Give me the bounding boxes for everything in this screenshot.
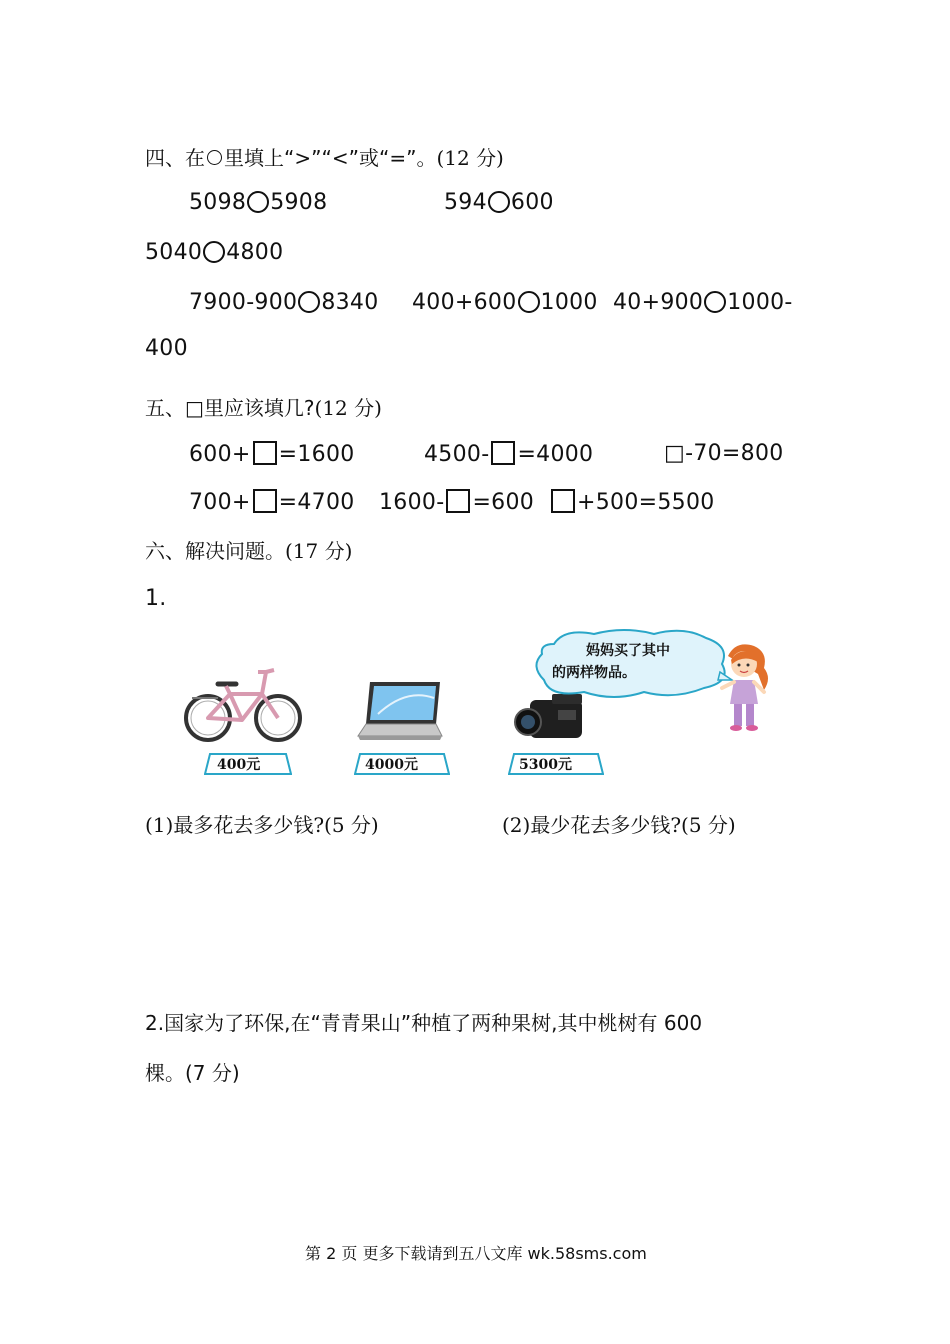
compare-item — [189, 190, 327, 215]
fill-item — [424, 441, 593, 467]
answer-box[interactable] — [253, 489, 277, 513]
compare-left: 5040 — [145, 240, 203, 265]
price-label: 4000元 — [365, 757, 418, 773]
girl-icon — [714, 638, 772, 734]
question-2-line1: 2.国家为了环保,在“青青果山”种植了两种果树,其中桃树有 600 — [145, 1011, 703, 1035]
fill-before: 600+ — [189, 442, 251, 467]
price-tag — [508, 753, 604, 775]
fill-after: =1600 — [278, 442, 355, 467]
section4-title — [145, 142, 504, 171]
answer-circle[interactable] — [247, 191, 269, 213]
fill-item — [189, 489, 355, 515]
compare-left: 40+900 — [613, 290, 704, 315]
sub-question-2: (2)最少花去多少钱?(5 分) — [502, 813, 736, 837]
compare-wrap-text: 400 — [145, 336, 188, 361]
fill-after: +500=5500 — [577, 490, 715, 515]
answer-circle[interactable] — [518, 291, 540, 313]
answer-box[interactable] — [551, 489, 575, 513]
fill-item — [189, 441, 355, 467]
compare-right: 600 — [510, 190, 554, 215]
circle-icon — [207, 150, 222, 165]
bicycle-icon — [182, 664, 306, 746]
page-footer: 第 2 页 更多下载请到五八文库 wk.58sms.com — [305, 1244, 647, 1263]
answer-box[interactable] — [446, 489, 470, 513]
speech-text-line2: 的两样物品。 — [552, 665, 636, 681]
question-1-label: 1. — [145, 586, 167, 611]
question-2-line2: 棵。(7 分) — [145, 1061, 240, 1085]
compare-right: 1000- — [727, 290, 793, 315]
compare-left: 400+600 — [412, 290, 517, 315]
price-tag — [204, 753, 292, 775]
answer-circle[interactable] — [488, 191, 510, 213]
compare-item — [444, 190, 554, 215]
fill-before: 1600- — [379, 490, 445, 515]
compare-item — [145, 240, 283, 265]
laptop-icon — [356, 678, 444, 748]
price-tag — [354, 753, 450, 775]
section4-score: (12 分) — [436, 146, 504, 170]
sub-question-1: (1)最多花去多少钱?(5 分) — [145, 813, 379, 837]
section6-title — [145, 535, 352, 564]
fill-after: =4000 — [517, 442, 594, 467]
answer-box[interactable] — [491, 441, 515, 465]
answer-circle[interactable] — [298, 291, 320, 313]
fill-item — [379, 489, 534, 515]
answer-circle[interactable] — [704, 291, 726, 313]
fill-after: =600 — [472, 490, 535, 515]
price-label: 5300元 — [519, 757, 572, 773]
fill-after: =4700 — [278, 490, 355, 515]
compare-right: 1000 — [540, 290, 598, 315]
fill-before: 700+ — [189, 490, 251, 515]
compare-item — [189, 290, 379, 315]
compare-left: 5098 — [189, 190, 247, 215]
fill-item — [549, 489, 715, 515]
section4-title-part-b: 里填上“>”“<”或“=”。 — [224, 146, 437, 170]
section5-title-text: 五、□里应该填几? — [145, 396, 315, 420]
section5-score: (12 分) — [314, 396, 382, 420]
section6-score: (17 分) — [285, 539, 353, 563]
answer-circle[interactable] — [203, 241, 225, 263]
compare-right: 8340 — [321, 290, 379, 315]
answer-box[interactable] — [253, 441, 277, 465]
section4-title-part-a: 四、在 — [145, 146, 205, 170]
compare-left: 594 — [444, 190, 487, 215]
fill-before: 4500- — [424, 442, 490, 467]
compare-right: 5908 — [270, 190, 328, 215]
section6-title-text: 六、解决问题。 — [145, 539, 285, 563]
compare-left: 7900-900 — [189, 290, 298, 315]
section5-title — [145, 392, 382, 421]
price-label: 400元 — [217, 757, 261, 773]
speech-text-line1: 妈妈买了其中 — [586, 643, 670, 659]
fill-item: □-70=800 — [664, 441, 784, 466]
compare-item — [613, 290, 793, 315]
compare-item — [412, 290, 598, 315]
compare-right: 4800 — [226, 240, 284, 265]
